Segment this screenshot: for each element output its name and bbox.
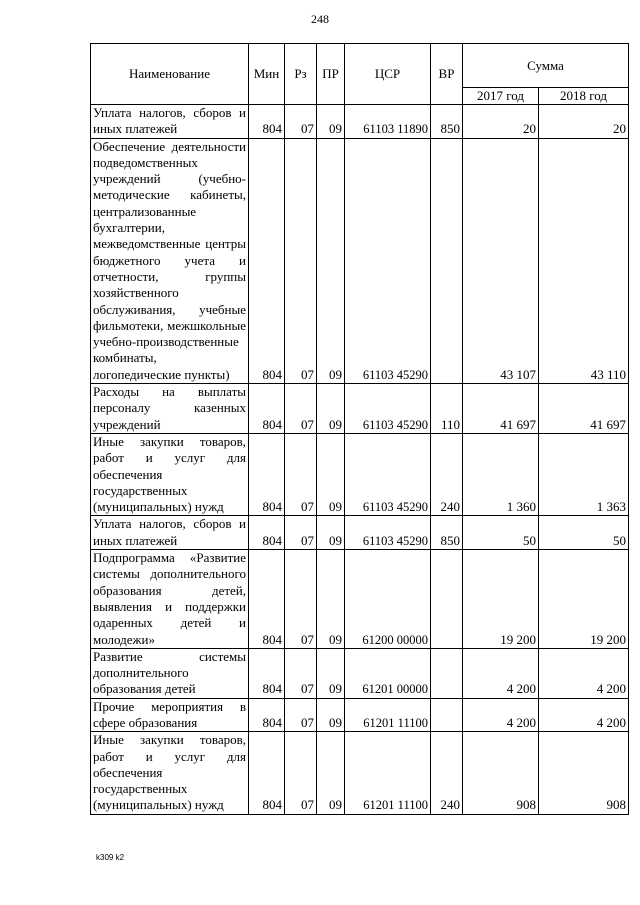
header-name: Наименование [91, 44, 249, 105]
row-name: Иные закупки товаров, работ и услуг для обеспечения государственных (муниципальных) нужд [91, 732, 249, 814]
header-csr: ЦСР [345, 44, 431, 105]
table-row [91, 516, 629, 550]
row-2017: 4 200 [463, 648, 539, 698]
row-2018: 19 200 [539, 550, 629, 649]
header-vr: ВР [431, 44, 463, 105]
row-name: Обеспечение деятельности подведомственных учреждений (учебно-методические кабинеты, централизованные бухгалтерии, межведомственные центры бюджетного учета и отчетности, группы хозяйственного обслуживания, учебные фильмотеки, межшкольные учебно-производственные комбинаты, логопедические пункты) [91, 138, 249, 383]
row-rz: 07 [285, 105, 317, 139]
row-name: Расходы на выплаты персоналу казенных учреждений [91, 384, 249, 434]
row-2018: 50 [539, 516, 629, 550]
row-pr: 09 [317, 433, 345, 515]
row-min: 804 [249, 648, 285, 698]
header-2018: 2018 год [539, 88, 629, 105]
row-name: Прочие мероприятия в сфере образования [91, 698, 249, 732]
row-pr: 09 [317, 698, 345, 732]
row-vr [431, 648, 463, 698]
row-min: 804 [249, 732, 285, 814]
header-rz: Рз [285, 44, 317, 105]
row-min: 804 [249, 550, 285, 649]
row-name: Уплата налогов, сборов и иных платежей [91, 105, 249, 139]
row-2017: 908 [463, 732, 539, 814]
row-pr: 09 [317, 516, 345, 550]
row-csr: 61103 45290 [345, 384, 431, 434]
row-pr: 09 [317, 648, 345, 698]
row-rz: 07 [285, 698, 317, 732]
row-min: 804 [249, 105, 285, 139]
table-row [91, 698, 629, 732]
row-name: Иные закупки товаров, работ и услуг для обеспечения государственных (муниципальных) нужд [91, 433, 249, 515]
budget-table [90, 43, 629, 815]
row-csr: 61200 00000 [345, 550, 431, 649]
row-min: 804 [249, 138, 285, 383]
row-min: 804 [249, 698, 285, 732]
row-csr: 61201 11100 [345, 698, 431, 732]
row-pr: 09 [317, 550, 345, 649]
row-2018: 41 697 [539, 384, 629, 434]
row-csr: 61201 11100 [345, 732, 431, 814]
row-2018: 4 200 [539, 698, 629, 732]
row-pr: 09 [317, 732, 345, 814]
row-rz: 07 [285, 648, 317, 698]
row-vr [431, 698, 463, 732]
row-2017: 1 360 [463, 433, 539, 515]
row-vr: 110 [431, 384, 463, 434]
row-2017: 41 697 [463, 384, 539, 434]
row-name: Уплата налогов, сборов и иных платежей [91, 516, 249, 550]
table-row [91, 550, 629, 649]
table-row [91, 384, 629, 434]
row-2017: 19 200 [463, 550, 539, 649]
header-pr: ПР [317, 44, 345, 105]
row-csr: 61201 00000 [345, 648, 431, 698]
row-2017: 50 [463, 516, 539, 550]
row-2018: 4 200 [539, 648, 629, 698]
row-vr: 850 [431, 516, 463, 550]
row-vr [431, 550, 463, 649]
row-2018: 20 [539, 105, 629, 139]
row-2018: 43 110 [539, 138, 629, 383]
row-min: 804 [249, 433, 285, 515]
row-pr: 09 [317, 384, 345, 434]
row-rz: 07 [285, 384, 317, 434]
table-row [91, 648, 629, 698]
row-rz: 07 [285, 433, 317, 515]
table-row [91, 138, 629, 383]
table-row [91, 433, 629, 515]
row-rz: 07 [285, 138, 317, 383]
table-row [91, 732, 629, 814]
row-vr: 240 [431, 732, 463, 814]
header-sum: Сумма [463, 44, 629, 88]
row-csr: 61103 45290 [345, 433, 431, 515]
row-2017: 4 200 [463, 698, 539, 732]
row-pr: 09 [317, 138, 345, 383]
row-vr [431, 138, 463, 383]
row-name: Развитие системы дополнительного образования детей [91, 648, 249, 698]
row-min: 804 [249, 516, 285, 550]
page-number: 248 [311, 12, 329, 26]
row-rz: 07 [285, 550, 317, 649]
row-vr: 240 [431, 433, 463, 515]
row-csr: 61103 45290 [345, 138, 431, 383]
row-name: Подпрограмма «Развитие системы дополнительного образования детей, выявления и поддержки одаренных детей и молодежи» [91, 550, 249, 649]
row-csr: 61103 45290 [345, 516, 431, 550]
row-2017: 43 107 [463, 138, 539, 383]
header-min: Мин [249, 44, 285, 105]
header-2017: 2017 год [463, 88, 539, 105]
table-row [91, 105, 629, 139]
row-min: 804 [249, 384, 285, 434]
footer-code: k309 k2 [96, 853, 125, 862]
row-2018: 1 363 [539, 433, 629, 515]
row-vr: 850 [431, 105, 463, 139]
row-rz: 07 [285, 516, 317, 550]
row-csr: 61103 11890 [345, 105, 431, 139]
row-2018: 908 [539, 732, 629, 814]
row-rz: 07 [285, 732, 317, 814]
row-pr: 09 [317, 105, 345, 139]
row-2017: 20 [463, 105, 539, 139]
